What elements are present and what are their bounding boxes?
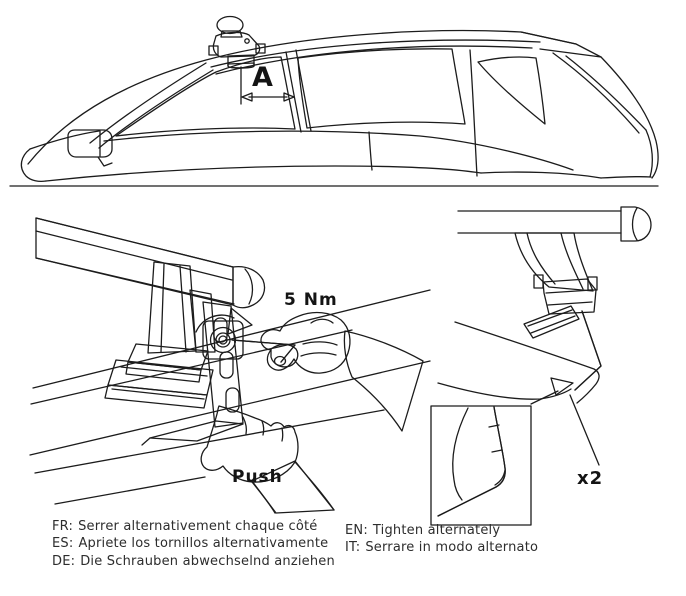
push-label: Push <box>232 467 283 487</box>
foot-leg <box>515 233 597 338</box>
body-curves <box>438 322 599 403</box>
instruction-line-fr <box>52 518 335 535</box>
instruction-line-es <box>52 535 335 552</box>
lang-code-en: EN: <box>345 523 368 538</box>
lang-code-de: DE: <box>52 553 76 569</box>
car-side-view <box>21 31 658 182</box>
instruction-line-en <box>345 522 538 539</box>
torque-label: 5 Nm <box>284 290 338 310</box>
dimension-a-label: A <box>252 62 274 93</box>
foot-assembly <box>105 262 215 408</box>
bracket-detail <box>431 207 651 525</box>
instruction-text-en: Tighten alternately <box>372 523 501 538</box>
instructions-right-column <box>345 522 538 557</box>
instruction-text-es: Apriete los tornillos alternativamente <box>78 536 329 552</box>
clamp-strap <box>142 302 243 445</box>
crossbar-tube <box>458 207 651 241</box>
instruction-line-de <box>52 553 335 570</box>
instructions-left-column <box>52 518 335 570</box>
crossbar <box>36 218 265 308</box>
tightening-hand <box>261 313 423 431</box>
lang-code-es: ES: <box>52 536 74 552</box>
frame-guide-line <box>453 408 468 500</box>
lang-code-fr: FR: <box>52 519 74 534</box>
instruction-text-de: Die Schrauben abwechselnd anziehen <box>80 553 335 569</box>
x2-leader-line <box>570 395 599 465</box>
hook-strap <box>575 311 601 390</box>
instruction-text-it: Serrare in modo alternato <box>365 540 539 556</box>
tightening-detail <box>30 218 430 513</box>
instruction-text-fr: Serrer alternativement chaque côté <box>78 519 318 534</box>
instruction-line-it <box>345 539 538 556</box>
inset-detail-box <box>431 406 531 525</box>
lang-code-it: IT: <box>345 540 361 556</box>
allen-key <box>232 340 295 366</box>
quantity-label: x2 <box>577 468 604 489</box>
